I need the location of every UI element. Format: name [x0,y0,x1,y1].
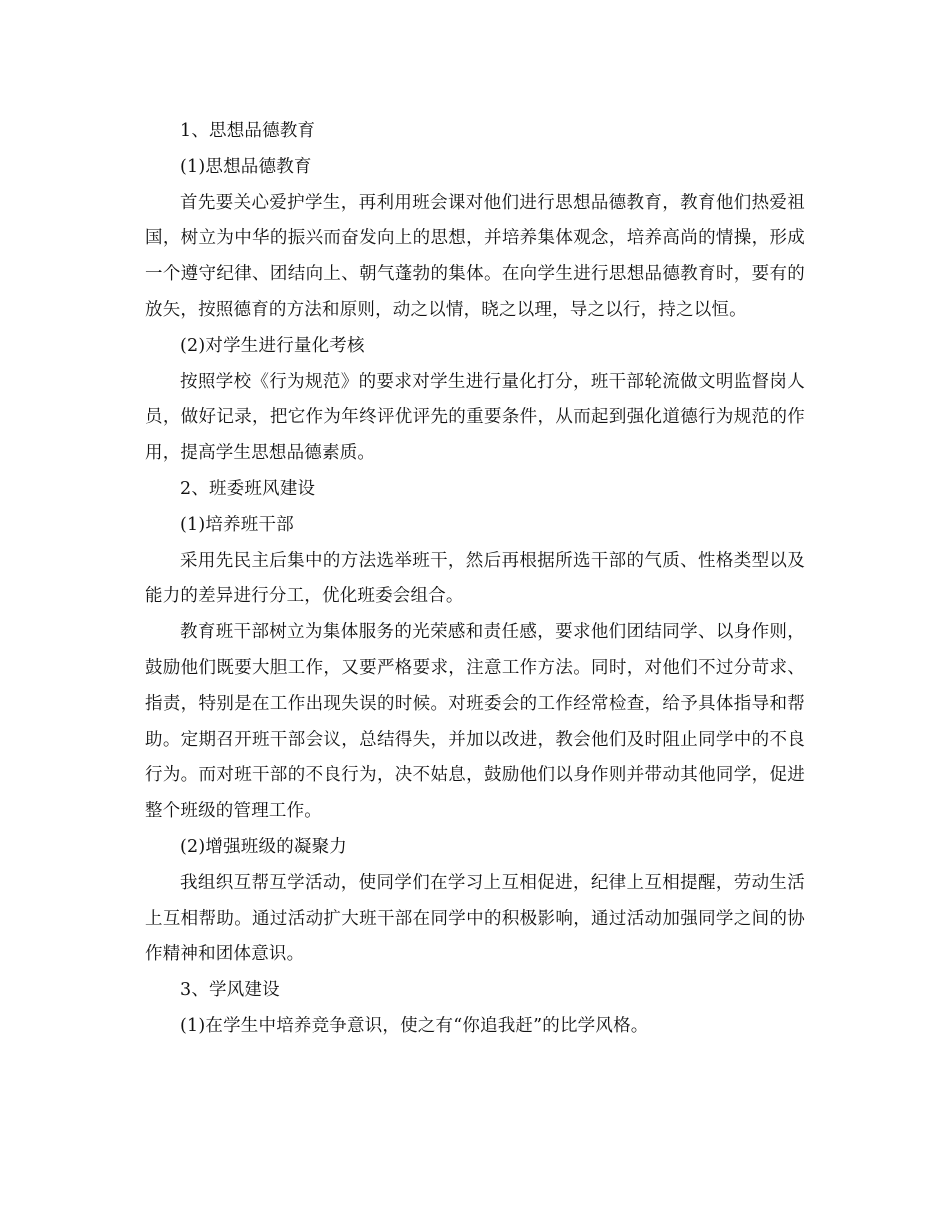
section-heading-3: 3、学风建设 [180,980,280,1001]
document-body [145,114,805,1045]
body-paragraph: 采用先民主后集中的方法选举班干，然后再根据所选干部的气质、性格类型以及能力的差异进行分工，优化班委会组合。 [145,550,805,607]
subsection-heading-2-1: (1)培养班干部 [180,514,294,535]
subsection-heading-2-2: (2)增强班级的凝聚力 [180,836,347,857]
body-paragraph: 我组织互帮互学活动，使同学们在学习上互相促进，纪律上互相提醒，劳动生活上互相帮助。通过活动扩大班干部在同学中的积极影响，通过活动加强同学之间的协作精神和团体意识。 [145,872,805,965]
subsection-heading-3-1: (1)在学生中培养竞争意识，使之有“你追我赶”的比学风格。 [180,1015,649,1036]
subsection-heading-1-1: (1)思想品德教育 [180,156,312,177]
body-paragraph: 按照学校《行为规范》的要求对学生进行量化打分，班干部轮流做文明监督岗人员，做好记录，把它作为年终评优评先的重要条件，从而起到强化道德行为规范的作用，提高学生思想品德素质。 [145,371,805,464]
body-paragraph: 首先要关心爱护学生，再利用班会课对他们进行思想品德教育，教育他们热爱祖国，树立为中华的振兴而奋发向上的思想，并培养集体观念，培养高尚的情操，形成一个遵守纪律、团结向上、朝气蓬勃的集体。在向学生进行思想品德教育时，要有的放矢，按照德育的方法和原则，动之以情，晓之以理，导之以行，持之以恒。 [145,192,805,320]
subsection-heading-1-2: (2)对学生进行量化考核 [180,335,365,356]
section-heading-1: 1、思想品德教育 [180,121,316,141]
body-paragraph: 教育班干部树立为集体服务的光荣感和责任感，要求他们团结同学、以身作则，鼓励他们既要大胆工作，又要严格要求，注意工作方法。同时，对他们不过分苛求、指责，特别是在工作出现失误的时候。对班委会的工作经常检查，给予具体指导和帮助。定期召开班干部会议，总结得失，并加以改进，教会他们及时阻止同学中的不良行为。而对班干部的不良行为，决不姑息，鼓励他们以身作则并带动其他同学，促进整个班级的管理工作。 [145,622,805,822]
section-heading-2: 2、班委班风建设 [180,478,316,499]
